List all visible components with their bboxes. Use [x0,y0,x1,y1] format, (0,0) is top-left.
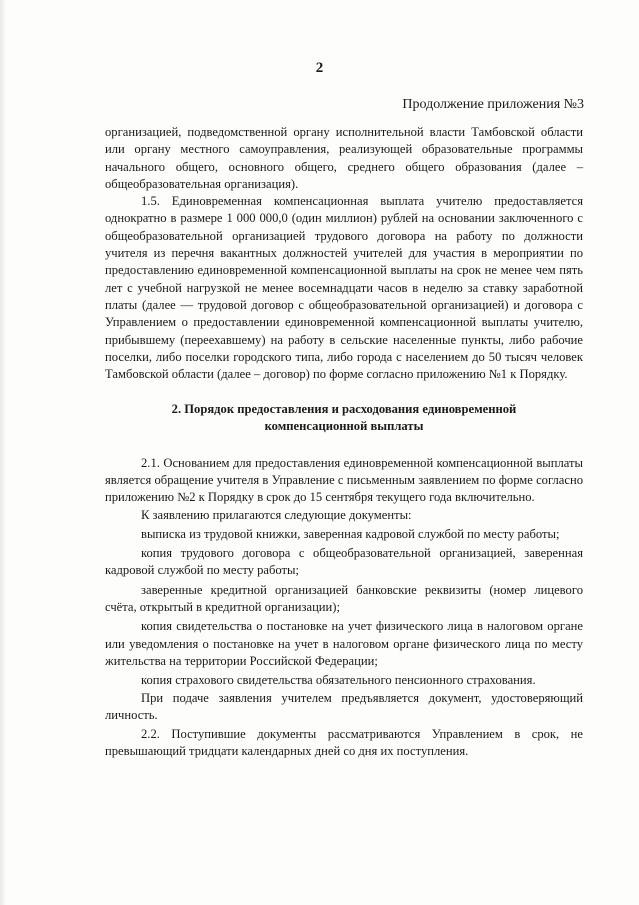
document-item-labor-contract: копия трудового договора с общеобразовательной организацией, заверенная кадровой службой по месту работы; [105,546,583,578]
paragraph-2-2: 2.2. Поступившие документы рассматриваются Управлением в срок, не превышающий тридцати календарных дней со дня их поступления. [105,727,583,759]
document-item-pension-insurance: копия страхового свидетельства обязательного пенсионного страхования. [141,673,536,688]
document-body [105,124,583,761]
paragraph-organization-definition: организацией, подведомственной органу исполнительной власти Тамбовской области или органу местного самоуправления, реализующей образовательные программы начального общего, основного общего, среднего общего образования (далее – общеобразовательная организация). [105,125,583,191]
document-item-tax-registration: копия свидетельства о постановке на учет физического лица в налоговом органе или уведомления о постановке на учет в налоговом органе физического лица по месту жительства на территории Российской Федерации; [105,619,583,668]
page-number: 2 [315,60,324,76]
paragraph-2-1: 2.1. Основанием для предоставления единовременной компенсационной выплаты является обращение учителя в Управление с письменным заявлением по форме согласно приложению №2 к Порядку в срок до 15 сентября текущего года включительно. [105,455,583,505]
appendix-continuation-note: Продолжение приложения №3 [402,97,584,112]
scan-edge [0,0,6,905]
identity-document-paragraph: При подаче заявления учителем предъявляется документ, удостоверяющий личность. [105,690,583,722]
section-2-heading: 2. Порядок предоставления и расходования единовременной компенсационной выплаты [171,402,517,434]
document-item-labor-book: выписка из трудовой книжки, заверенная кадровой службой по месту работы; [141,526,560,541]
document-item-bank-details: заверенные кредитной организацией банковские реквизиты (номер лицевого счёта, открытый в кредитной организации); [105,582,583,615]
documents-list-intro: К заявлению прилагаются следующие документы: [141,507,412,522]
paragraph-1-5: 1.5. Единовременная компенсационная выплата учителю предоставляется однократно в размере 1 000 000,0 (один миллион) рублей на основании заключенного с общеобразовательной организацией трудового договора на работу по должности учителя из перечня вакантных должностей учителей для участия в мероприятии по предоставлению единовременной компенсационной выплаты на срок не менее чем пять лет с учебной нагрузкой не менее восемнадцати часов в неделю за ставку заработной платы (далее — трудовой договор с общеобразовательной организацией) и договора с Управлением о предоставлении единовременной компенсационной выплаты учителю, прибывшему (переехавшему) на работу в сельские населенные пункты, либо рабочие поселки, либо поселки городского типа, либо города с населением до 50 тысяч человек Тамбовской области (далее – договор) по форме согласно приложению №1 к Порядку. [105,194,583,382]
